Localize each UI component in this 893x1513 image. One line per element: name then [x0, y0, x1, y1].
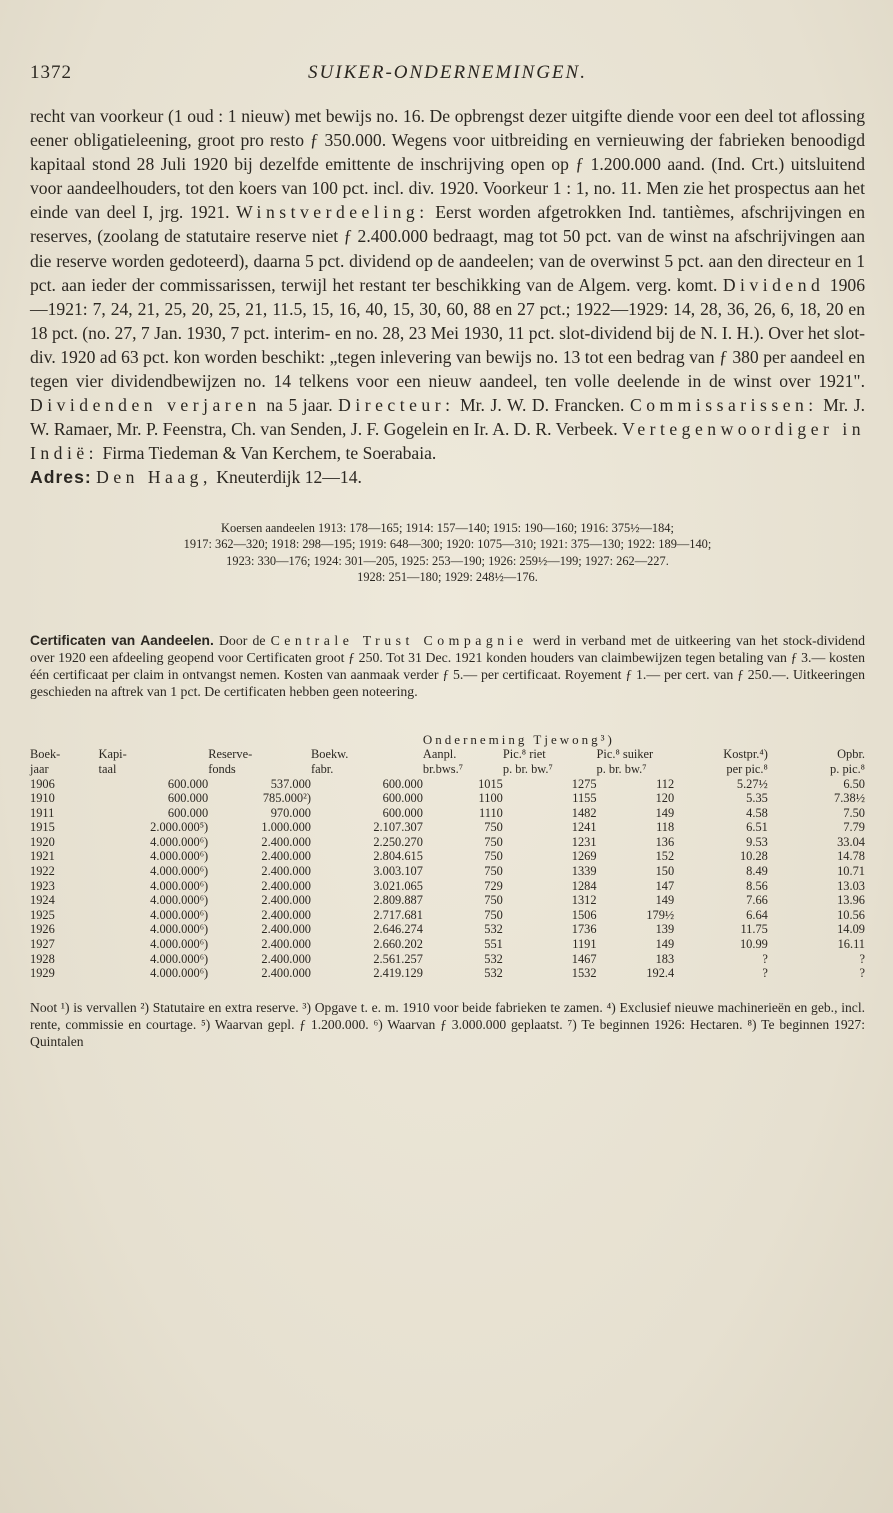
cell-kapitaal: 4.000.000⁶) — [150, 878, 209, 893]
table-row — [30, 922, 865, 937]
column-header: per pic.⁸ — [726, 761, 768, 776]
cell-year: 1921 — [30, 849, 55, 864]
directeur-label: Directeur: — [338, 395, 455, 416]
adres-city: Den Haag, — [96, 467, 212, 488]
cell-boekwaarde: 2.561.257 — [373, 951, 423, 966]
cell-pic-suiker: 136 — [655, 834, 675, 849]
table-row — [30, 791, 865, 806]
cell-opbrengst: 10.56 — [837, 907, 865, 922]
table-row — [30, 893, 865, 908]
cell-kostprijs: 8.56 — [746, 878, 768, 893]
cell-kostprijs: 6.51 — [746, 820, 768, 835]
cell-kostprijs: 8.49 — [746, 864, 768, 879]
cell-opbrengst: 7.50 — [843, 805, 865, 820]
cell-pic-suiker: 150 — [655, 864, 675, 879]
cell-opbrengst: 14.78 — [837, 849, 865, 864]
column-header: Aanpl. — [422, 746, 457, 761]
cell-aanplant: 532 — [484, 951, 503, 966]
column-header: jaar — [30, 761, 49, 776]
adres-street: Kneuterdijk 12—14. — [216, 467, 362, 488]
cell-pic-riet: 1284 — [571, 878, 597, 893]
vertegenwoordiger-label: Vertegenwoordiger in Indië: — [30, 419, 866, 464]
cell-year: 1910 — [30, 791, 55, 806]
cell-reservefonds: 2.400.000 — [261, 907, 311, 922]
cell-year: 1922 — [30, 864, 55, 879]
winstverdeeling-text: Eerst worden afgetrokken Ind. tantièmes, afschrijvingen en reserves, (zoolang de statutaire reserve niet ƒ 2.400.000 bedraagt, mag tot 50 pct. van de winst na afschrijvingen aan die reserve worden gedoteerd), daarna 5 pct. dividend op de aandeelen; van de overwinst 5 pct. aan den directeur en 1 pct. aan ieder der commissarissen, terwijl het restant ter beschikking van de Algem. verg. komt. — [30, 202, 865, 295]
adres-label: Adres: — [30, 467, 92, 488]
cell-boekwaarde: 600.000 — [382, 776, 423, 791]
cell-year: 1925 — [30, 907, 55, 922]
cell-pic-suiker: 139 — [655, 922, 675, 937]
column-header: Opbr. — [837, 746, 865, 761]
cell-boekwaarde: 2.419.129 — [373, 966, 423, 981]
cell-pic-suiker: 183 — [655, 951, 675, 966]
column-header: Kostpr.⁴) — [723, 746, 768, 761]
cell-pic-riet: 1269 — [571, 849, 597, 864]
cell-year: 1929 — [30, 966, 55, 981]
cell-kapitaal: 600.000 — [167, 791, 209, 806]
cell-pic-riet: 1191 — [572, 937, 597, 952]
cell-boekwaarde: 2.809.887 — [373, 893, 423, 908]
cell-pic-suiker: 112 — [656, 776, 675, 791]
table-group-header-row — [30, 732, 865, 747]
commissarissen-label: Commissarissen: — [629, 395, 818, 416]
dividend-text: 1906—1921: 7, 24, 21, 25, 20, 25, 21, 11.5, 15, 16, 40, 15, 30, 60, 88 en 27 pct.; 1922—1929: 14, 28, 36, 26, 6, 18, 20 en 18 pct. (no. 27, 7 Jan. 1930, 7 pct. interim- en no. 28, 23 Mei 1930, 11 pct. slot-dividend bij de N. I. H.). Over het slot-div. 1920 ad 63 pct. kon worden beschikt: „tegen inlevering van bewijs no. 13 tot een bedrag van ƒ 380 per aandeel en tegen vier dividendbewijzen no. 14 telkens voor een nieuw aandeel, ten volle deelende in de winst over 1921". — [30, 274, 865, 392]
cell-reservefonds: 2.400.000 — [261, 951, 311, 966]
koersen-line: 1923: 330—176; 1924: 301—205, 1925: 253—190; 1926: 259½—199; 1927: 262—227. — [226, 553, 669, 568]
cell-kapitaal: 4.000.000⁶) — [150, 951, 209, 966]
cell-kapitaal: 4.000.000⁶) — [150, 849, 209, 864]
certificaten-intro: Door de — [218, 632, 266, 648]
cell-aanplant: 750 — [484, 864, 503, 879]
certificaten-title: Certificaten van Aandeelen. — [30, 632, 214, 648]
cell-year: 1928 — [30, 951, 55, 966]
cell-year: 1906 — [30, 776, 55, 791]
cell-reservefonds: 1.000.000 — [261, 820, 311, 835]
column-header: taal — [98, 761, 117, 776]
dividenden-label: Dividenden verjaren — [30, 395, 261, 416]
cell-pic-riet: 1506 — [571, 907, 597, 922]
column-header: br.bws.⁷ — [422, 761, 464, 776]
cell-aanplant: 551 — [484, 937, 503, 952]
column-header: fonds — [208, 761, 236, 776]
financial-table-wrap — [30, 732, 865, 981]
cell-boekwaarde: 600.000 — [382, 805, 423, 820]
table-row — [30, 966, 865, 981]
page-number: 1372 — [30, 62, 72, 83]
cell-opbrengst: 16.11 — [837, 937, 865, 952]
table-header-row — [30, 762, 865, 777]
column-header: fabr. — [310, 761, 334, 776]
cell-pic-riet: 1275 — [571, 776, 597, 791]
cell-aanplant: 532 — [484, 966, 503, 981]
column-header: Pic.⁸ suiker — [596, 746, 654, 761]
cell-aanplant: 750 — [484, 834, 503, 849]
koersen-line: 1917: 362—320; 1918: 298—195; 1919: 648—300; 1920: 1075—310; 1921: 375—130; 1922: 189—140; — [183, 537, 712, 551]
financial-table — [30, 732, 865, 981]
cell-kostprijs: ? — [762, 951, 768, 966]
certificaten-block — [30, 632, 865, 700]
cell-boekwaarde: 2.804.615 — [373, 849, 423, 864]
cell-pic-suiker: 149 — [655, 805, 675, 820]
cell-pic-riet: 1339 — [571, 864, 597, 879]
dividend-label: Dividend — [722, 274, 825, 295]
cell-kostprijs: 5.27½ — [736, 776, 768, 791]
trust-company-name: Centrale Trust Compagnie — [270, 632, 528, 648]
cell-reservefonds: 2.400.000 — [261, 893, 311, 908]
cell-pic-riet: 1736 — [571, 922, 597, 937]
cell-opbrengst: 13.03 — [837, 878, 865, 893]
cell-aanplant: 1100 — [478, 791, 503, 806]
vertegenwoordiger-text: Firma Tiedeman & Van Kerchem, te Soerabaia. — [102, 443, 437, 464]
cell-kostprijs: 5.35 — [746, 791, 768, 806]
column-header: Reserve- — [208, 746, 253, 761]
table-row — [30, 849, 865, 864]
cell-pic-suiker: 179½ — [646, 907, 675, 922]
cell-boekwaarde: 3.021.065 — [373, 878, 423, 893]
adres-line — [30, 465, 865, 489]
cell-kostprijs: 9.53 — [746, 834, 768, 849]
body-text — [30, 104, 865, 490]
cell-pic-riet: 1155 — [572, 791, 597, 806]
cell-opbrengst: 7.79 — [843, 820, 865, 835]
cell-kapitaal: 4.000.000⁶) — [150, 922, 209, 937]
cell-aanplant: 750 — [484, 820, 503, 835]
cell-aanplant: 729 — [484, 878, 503, 893]
table-row — [30, 864, 865, 879]
cell-boekwaarde: 2.660.202 — [373, 937, 423, 952]
cell-kapitaal: 4.000.000⁶) — [150, 937, 209, 952]
cell-pic-suiker: 192.4 — [646, 966, 675, 981]
cell-reservefonds: 2.400.000 — [261, 922, 311, 937]
cell-reservefonds: 2.400.000 — [261, 937, 311, 952]
cell-opbrengst: 14.09 — [837, 922, 865, 937]
table-row — [30, 820, 865, 835]
dividenden-text: na 5 jaar. — [266, 395, 333, 416]
cell-year: 1920 — [30, 834, 55, 849]
cell-opbrengst: 6.50 — [843, 776, 865, 791]
cell-opbrengst: 33.04 — [837, 834, 865, 849]
cell-boekwaarde: 600.000 — [382, 791, 423, 806]
cell-pic-riet: 1532 — [571, 966, 597, 981]
column-header: Boek- — [30, 746, 61, 761]
cell-aanplant: 750 — [484, 907, 503, 922]
cell-kapitaal: 4.000.000⁶) — [150, 907, 209, 922]
commissarissen-text: Mr. J. W. Ramaer, Mr. P. Feenstra, Ch. van Senden, J. F. Gogelein en Ir. A. D. R. Verbeek. — [30, 395, 865, 440]
cell-aanplant: 1015 — [478, 776, 503, 791]
footnotes — [30, 999, 865, 1050]
cell-boekwaarde: 2.717.681 — [373, 907, 423, 922]
column-header: p. pic.⁸ — [830, 761, 865, 776]
column-header: p. br. bw.⁷ — [502, 761, 553, 776]
cell-boekwaarde: 2.646.274 — [373, 922, 423, 937]
certificaten-text: werd in verband met de uitkeering van het stock-dividend over 1920 een afdeeling geopend voor Certificaten groot ƒ 250. Tot 31 Dec. 1921 konden houders van claimbewijzen tegen betaling van ƒ 3.— kosten één certificaat per claim in ontvangst nemen. Kosten van aanmaak verder ƒ 5.— per certificaat. Royement ƒ 1.— per cert. van ƒ 250.—. Uitkeeringen geschieden na aftrek van 1 pct. De certificaten hebben geen noteering. — [30, 632, 865, 699]
table-row — [30, 908, 865, 923]
cell-year: 1915 — [30, 820, 55, 835]
cell-kapitaal: 2.000.000⁵) — [150, 820, 209, 835]
cell-kostprijs: ? — [762, 966, 768, 981]
cell-kostprijs: 11.75 — [740, 922, 768, 937]
table-header-row — [30, 747, 865, 762]
cell-reservefonds: 2.400.000 — [261, 834, 311, 849]
cell-kostprijs: 4.58 — [746, 805, 768, 820]
koersen-line: Koersen aandeelen 1913: 178—165; 1914: 157—140; 1915: 190—160; 1916: 375½—184; — [221, 520, 674, 535]
footnotes-text: Noot ¹) is vervallen ²) Statutaire en extra reserve. ³) Opgave t. e. m. 1910 voor beide fabrieken te zamen. ⁴) Exclusief nieuwe machinerieën en geb., incl. rente, commissie en courtage. ⁵) Waarvan gepl. ƒ 1.200.000. ⁶) Waarvan ƒ 3.000.000 geplaatst. ⁷) Te beginnen 1926: Hectaren. ⁸) Te beginnen 1927: Quintalen — [30, 999, 865, 1049]
cell-pic-suiker: 147 — [655, 878, 675, 893]
cell-year: 1926 — [30, 922, 55, 937]
cell-kostprijs: 10.28 — [739, 849, 768, 864]
cell-kapitaal: 600.000 — [167, 776, 209, 791]
cell-pic-suiker: 120 — [655, 791, 675, 806]
cell-pic-suiker: 118 — [656, 820, 675, 835]
cell-kostprijs: 7.66 — [746, 893, 768, 908]
cell-year: 1923 — [30, 878, 55, 893]
cell-boekwaarde: 2.107.307 — [373, 820, 423, 835]
column-header: Kapi- — [98, 746, 127, 761]
page-header — [30, 50, 865, 90]
cell-kostprijs: 6.64 — [746, 907, 768, 922]
cell-pic-suiker: 149 — [655, 893, 675, 908]
cell-pic-suiker: 152 — [655, 849, 675, 864]
cell-reservefonds: 2.400.000 — [261, 849, 311, 864]
cell-reservefonds: 2.400.000 — [261, 966, 311, 981]
cell-opbrengst: ? — [859, 966, 865, 981]
table-row — [30, 879, 865, 894]
cell-kapitaal: 4.000.000⁶) — [150, 834, 209, 849]
cell-opbrengst: 10.71 — [837, 864, 865, 879]
table-row — [30, 937, 865, 952]
directeur-text: Mr. J. W. D. Francken. — [460, 395, 625, 416]
column-header: Pic.⁸ riet — [502, 746, 546, 761]
cell-pic-riet: 1482 — [571, 805, 597, 820]
cell-boekwaarde: 3.003.107 — [373, 864, 423, 879]
cell-year: 1911 — [30, 805, 55, 820]
cell-reservefonds: 2.400.000 — [261, 864, 311, 879]
column-header: Boekw. — [310, 746, 349, 761]
cell-pic-riet: 1241 — [571, 820, 597, 835]
cell-opbrengst: 13.96 — [837, 893, 865, 908]
cell-aanplant: 1110 — [479, 805, 503, 820]
cell-aanplant: 750 — [484, 849, 503, 864]
table-row — [30, 952, 865, 967]
cell-year: 1927 — [30, 937, 55, 952]
cell-pic-riet: 1312 — [571, 893, 597, 908]
cell-kostprijs: 10.99 — [739, 937, 768, 952]
cell-kapitaal: 4.000.000⁶) — [150, 864, 209, 879]
cell-boekwaarde: 2.250.270 — [373, 834, 423, 849]
cell-aanplant: 532 — [484, 922, 503, 937]
winstverdeeling-label: Winstverdeeling: — [236, 202, 429, 223]
koersen-line: 1928: 251—180; 1929: 248½—176. — [357, 570, 538, 584]
cell-kapitaal: 4.000.000⁶) — [150, 893, 209, 908]
cell-reservefonds: 970.000 — [270, 805, 311, 820]
cell-kapitaal: 4.000.000⁶) — [150, 966, 209, 981]
table-group-header: Onderneming Tjewong³) — [422, 731, 615, 747]
table-row — [30, 835, 865, 850]
koersen-block — [30, 520, 865, 586]
cell-pic-riet: 1231 — [571, 834, 597, 849]
cell-pic-suiker: 149 — [655, 937, 675, 952]
cell-reservefonds: 537.000 — [270, 776, 311, 791]
cell-reservefonds: 2.400.000 — [261, 878, 311, 893]
cell-opbrengst: 7.38½ — [834, 791, 865, 806]
running-title: SUIKER-ONDERNEMINGEN. — [308, 62, 587, 83]
table-row — [30, 777, 865, 792]
cell-kapitaal: 600.000 — [167, 805, 209, 820]
column-header: p. br. bw.⁷ — [596, 761, 647, 776]
emission-text: recht van voorkeur (1 oud : 1 nieuw) met bewijs no. 16. De opbrengst dezer uitgifte diende voor een deel tot aflossing eener obligatieleening, groot pro resto ƒ 350.000. Wegens voor uitbreiding en vernieuwing der fabrieken benoodigd kapitaal stond 28 Juli 1920 bij dezelfde emittente de inschrijving open op ƒ 1.200.000 aand. (Ind. Crt.) uitsluitend voor aandeelhouders, tot den koers van 100 pct. incl. div. 1920. Voorkeur 1 : 1, no. 11. Men zie het prospectus aan het einde van deel I, jrg. 1921. — [30, 106, 865, 223]
body-paragraph — [30, 104, 865, 465]
cell-reservefonds: 785.000²) — [262, 791, 311, 806]
cell-opbrengst: ? — [859, 951, 865, 966]
cell-pic-riet: 1467 — [571, 951, 597, 966]
cell-year: 1924 — [30, 893, 55, 908]
table-row — [30, 806, 865, 821]
cell-aanplant: 750 — [484, 893, 503, 908]
table-body — [30, 777, 865, 981]
